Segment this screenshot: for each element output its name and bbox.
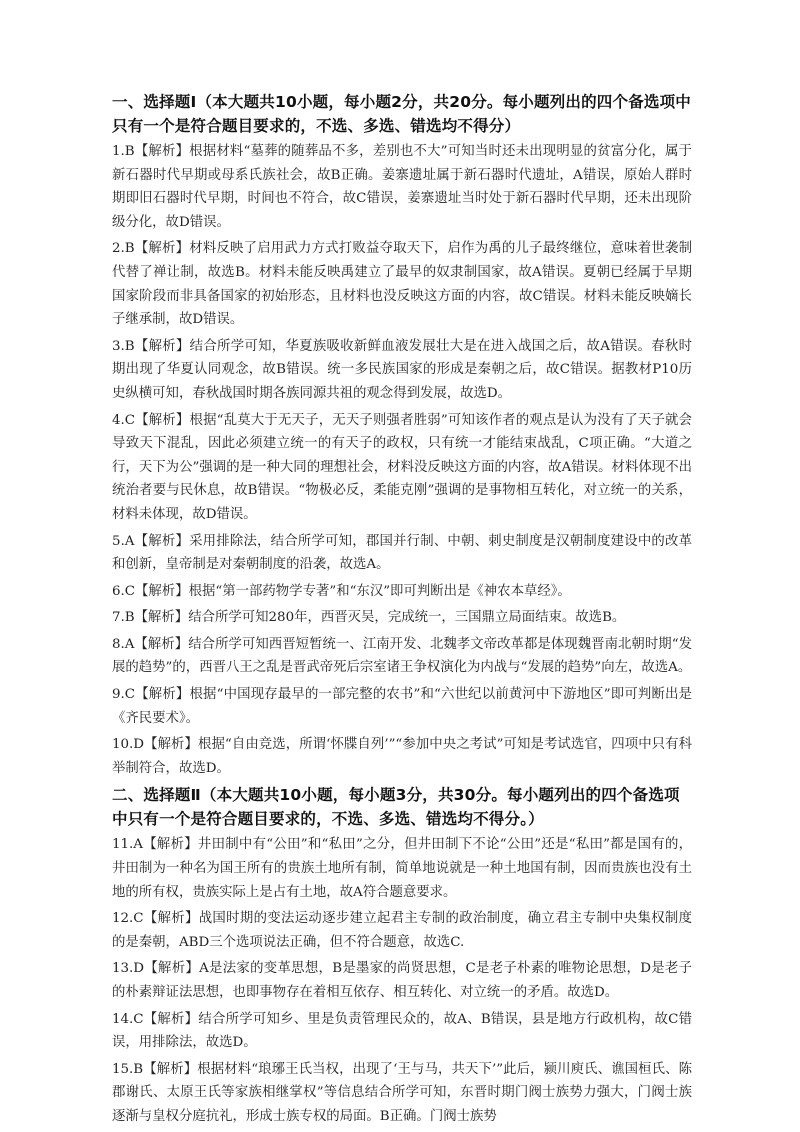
answer-text: 根据材料“墓葬的随葬品不多，差别也不大”可知当时还未出现明显的贫富分化，属于新石器时代早期或母系氏族社会，故B正确。姜寨遗址属于新石器时代遗址，A错误，原始人群时期即旧石器时代早期，时间也不符合，故C错误，姜寨遗址当时处于新石器时代早期，还未出现阶级分化，故D错误。	[112, 144, 692, 230]
section-2-title: 二、选择题Ⅱ（本大题共10小题，每小题3分，共30分。每小题列出的四个备选项中只有一个是符合题目要求的，不选、多选、错选均不得分。）	[112, 786, 680, 829]
answer-number: 11.A	[112, 837, 143, 853]
analysis-tag: 【解析】	[143, 1011, 199, 1027]
analysis-tag: 【解析】	[143, 1061, 198, 1077]
answer-number: 14.C	[112, 1011, 144, 1027]
answer-item-7	[112, 606, 692, 630]
answer-number: 10.D	[112, 737, 145, 753]
section-1-title: 一、选择题Ⅰ（本大题共10小题，每小题2分，共20分。每小题列出的四个备选项中只有一个是符合题目要求的，不选、多选、错选均不得分）	[112, 93, 691, 135]
answer-item-15	[112, 1058, 692, 1129]
answer-item-1	[112, 140, 692, 234]
analysis-tag: 【解析】	[134, 338, 190, 354]
answer-text: 结合所学可知西晋短暂统一、江南开发、北魏孝文帝改革都是体现魏晋南北朝时期“发展的趋势”的，西晋八王之乱是晋武帝死后宗室诸王争权演化为内战与“发展的趋势”向左，故选A。	[112, 636, 693, 676]
answer-item-13	[112, 957, 692, 1004]
answer-number: 15.B	[112, 1061, 144, 1077]
answer-text: 井田制中有“公田”和“私田”之分，但井田制下不论“公田”还是“私田”都是国有的，井田制为一种名为国王所有的贵族土地所有制，简单地说就是一种土地国有制，因而贵族也没有土地的所有权，贵族实际上是占有土地，故A符合题意要求。	[112, 837, 693, 900]
answer-number: 2.B	[112, 241, 135, 257]
answer-item-5	[112, 530, 692, 577]
analysis-tag: 【解析】	[135, 687, 190, 703]
answer-number: 6.C	[112, 583, 136, 599]
answer-number: 3.B	[112, 338, 135, 354]
answer-text: 战国时期的变法运动逐步建立起君主专制的政治制度，确立君主专制中央集权制度的是秦朝，ABD三个选项说法正确，但不符合题意，故选C.	[112, 911, 693, 950]
answer-text: 根据“中国现存最早的一部完整的农书”和“六世纪以前黄河中下游地区”即可判断出是《齐民要术》。	[112, 687, 692, 726]
answer-text: 结合所学可知280年，西晋灭吴，完成统一，三国鼎立局面结束。故选B。	[188, 610, 626, 626]
answer-item-3	[112, 335, 692, 406]
answer-text: 材料反映了启用武力方式打败益夺取天下，启作为禹的儿子最终继位，意味着世袭制代替了禅让制，故选B。材料未能反映禹建立了最早的奴隶制国家，故A错误。夏朝已经属于早期国家阶段而非具备国家的初始形态，且材料也没反映这方面的内容，故C错误。材料未能反映嫡长子继承制，故D错误。	[112, 241, 693, 328]
analysis-tag: 【解析】	[134, 636, 189, 652]
analysis-tag: 【解析】	[144, 961, 200, 977]
answer-item-11	[112, 833, 692, 904]
analysis-tag: 【解析】	[142, 837, 198, 853]
answer-number: 8.A	[112, 636, 135, 652]
analysis-tag: 【解析】	[134, 241, 190, 257]
analysis-tag: 【解析】	[143, 911, 199, 927]
analysis-tag: 【解析】	[134, 610, 189, 626]
answer-number: 4.C	[112, 412, 136, 428]
answer-text: 根据“乱莫大于无天子，无天子则强者胜弱”可知该作者的观点是认为没有了天子就会导致天下混乱，因此必须建立统一的有天子的政权，只有统一才能结束战乱，C项正确。“大道之行，天下为公”强调的是一种大同的理想社会，材料没反映这方面的内容，故A错误。材料体现不出统治者要与民休息，故B错误。“物极必反，柔能克刚”强调的是事物相互转化，对立统一的关系，材料未体现，故D错误。	[112, 412, 692, 522]
answer-number: 12.C	[112, 911, 144, 927]
answer-number: 1.B	[112, 144, 135, 159]
answer-text: 结合所学可知，华夏族吸收新鲜血液发展壮大是在进入战国之后，故A错误。春秋时期出现了华夏认同观念，故B错误。统一多民族国家的形成是秦朝之后，故C错误。据教材P10历史纵横可知，春秋战国时期各族同源共祖的观念得到发展，故选D。	[112, 338, 693, 401]
analysis-tag: 【解析】	[135, 583, 189, 599]
analysis-tag: 【解析】	[134, 144, 190, 159]
answer-text: 根据材料“琅琊王氏当权，出现了‘王与马，共天下’”此后，颍川庾氏、谯国桓氏、陈郡谢氏、太原王氏等家族相继掌权”等信息结合所学可知，东晋时期门阀士族势力强大，门阀士族逐渐与皇权分庭抗礼，形成士族专权的局面。B正确。门阀士族势	[112, 1061, 693, 1124]
analysis-tag: 【解析】	[144, 737, 198, 753]
answer-item-2	[112, 237, 692, 331]
answer-text: 根据“第一部药物学专著”和“东汉”即可判断出是《神农本草经》。	[188, 583, 571, 599]
answer-item-9	[112, 683, 692, 730]
answer-item-14	[112, 1008, 692, 1055]
answer-number: 7.B	[112, 610, 135, 626]
answer-number: 9.C	[112, 687, 136, 703]
answer-number: 5.A	[112, 533, 135, 549]
answer-item-10	[112, 733, 692, 780]
answer-text: 根据“自由竞选，所谓‘怀牒自列’”“参加中央之考试”可知是考试选官，四项中只有科举制符合，故选D。	[112, 737, 692, 776]
answer-number: 13.D	[112, 961, 145, 977]
analysis-tag: 【解析】	[135, 412, 190, 428]
answer-item-6	[112, 580, 692, 604]
analysis-tag: 【解析】	[134, 533, 190, 549]
answer-item-4	[112, 409, 692, 527]
answer-item-8	[112, 633, 692, 680]
answer-text: 结合所学可知乡、里是负责管理民众的，故A、B错误，县是地方行政机构，故C错误，用排除法，故选D。	[112, 1011, 692, 1051]
answer-item-12	[112, 907, 692, 954]
answer-text: A是法家的变革思想，B是墨家的尚贤思想，C是老子朴素的唯物论思想，D是老子的朴素辩证法思想，也即事物存在着相互依存、相互转化、对立统一的矛盾。故选D。	[112, 961, 692, 1000]
answer-text: 采用排除法，结合所学可知，郡国并行制、中朝、刺史制度是汉朝制度建设中的改革和创新，皇帝制是对秦朝制度的沿袭，故选A。	[112, 533, 693, 573]
